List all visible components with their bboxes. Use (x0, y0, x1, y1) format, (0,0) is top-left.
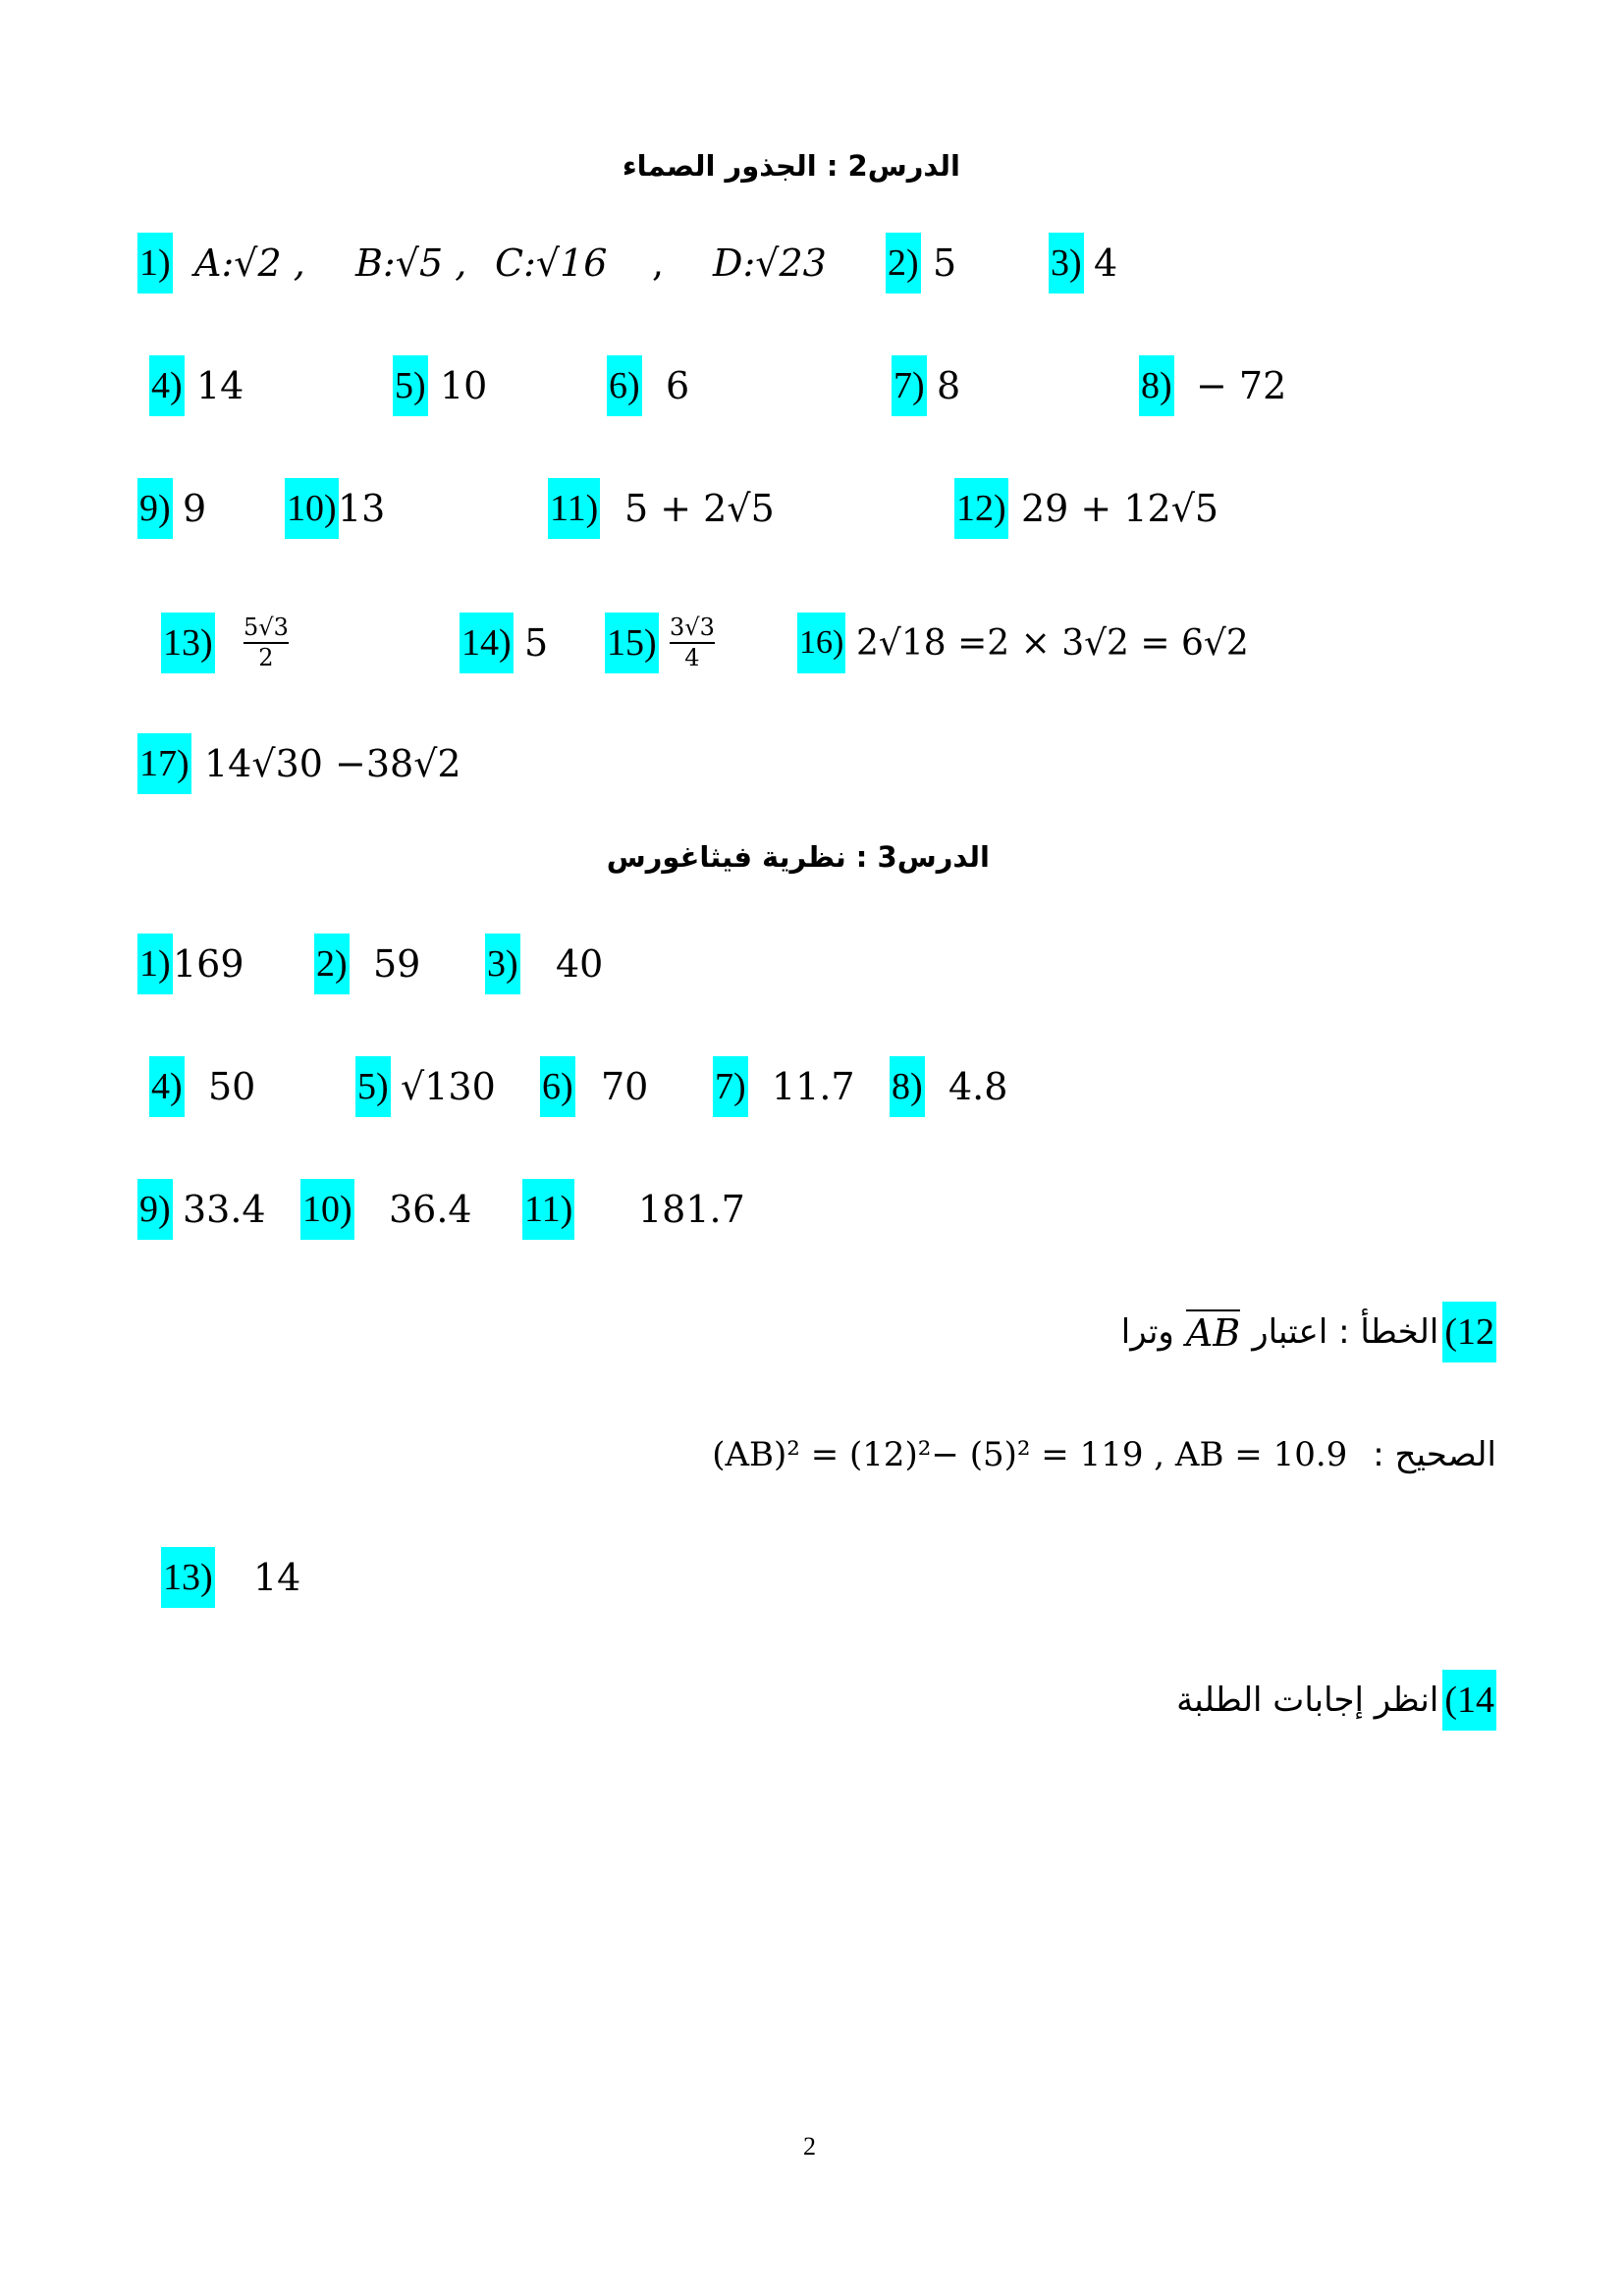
lesson2-row-2 (0, 354, 1624, 417)
fraction-denominator: 2 (258, 644, 274, 671)
fraction (670, 615, 715, 670)
question-number: 7) (892, 355, 927, 416)
lesson3-title: الدرس3 : نظرية فيثاغورس (606, 840, 990, 874)
question-number: 15) (605, 613, 659, 673)
error-tail: وترا (1120, 1312, 1174, 1352)
answer-value: 33.4 (183, 1188, 266, 1231)
question-number: 17) (137, 733, 191, 794)
question-number: 10) (300, 1179, 354, 1240)
question-number: 7) (713, 1056, 748, 1117)
question-number: 12) (1442, 1302, 1496, 1362)
answer-d: D:√23 (713, 241, 827, 285)
question-number: 9) (137, 1179, 173, 1240)
answer-value: 50 (208, 1065, 256, 1108)
question-number: 3) (485, 934, 520, 994)
answer-value: 9 (183, 487, 207, 530)
answer-value: 36.4 (389, 1188, 472, 1231)
answer-value: 5 (933, 241, 957, 285)
lesson3-q14 (1080, 1669, 1496, 1732)
lesson2-row-1 (0, 232, 1624, 294)
answer-a: A:√2 , (194, 241, 305, 285)
lesson3-q12-correct (658, 1423, 1496, 1486)
question-number: 5) (393, 355, 428, 416)
answer-value: 29 + 12√5 (1021, 487, 1219, 530)
question-number: 9) (137, 478, 173, 539)
answer-value: 10 (440, 364, 488, 407)
answer-c: C:√16 (495, 241, 608, 285)
answer-value: 169 (173, 942, 244, 986)
answer-value: 14 (253, 1556, 301, 1599)
answer-value: 4.8 (948, 1065, 1008, 1108)
question-number: 13) (161, 1547, 215, 1608)
separator-comma: , (652, 241, 665, 285)
answer-value: 5 (524, 621, 549, 665)
answer-value: 11.7 (772, 1065, 855, 1108)
answer-b: B:√5 , (355, 241, 467, 285)
question-number: 5) (355, 1056, 391, 1117)
answer-value: √130 (401, 1065, 496, 1108)
question-number: 8) (890, 1056, 925, 1117)
fraction-denominator: 4 (684, 644, 700, 671)
answer-text: انظر إجابات الطلبة (1176, 1681, 1439, 1720)
answer-value: − 72 (1196, 364, 1287, 407)
correct-label: الصحيح : (1373, 1435, 1496, 1474)
answer-value: 13 (338, 487, 386, 530)
answer-value: 40 (556, 942, 604, 986)
answer-value: 8 (937, 364, 961, 407)
question-number: 3) (1049, 233, 1084, 294)
question-number: 14) (460, 613, 514, 673)
question-number: 11) (522, 1179, 574, 1240)
question-number: 2) (314, 934, 350, 994)
fraction-numerator: 5√3 (244, 613, 289, 641)
answer-value: 70 (601, 1065, 649, 1108)
answer-value: 14√30 −38√2 (204, 742, 461, 785)
question-number: 16) (797, 613, 845, 673)
question-number: 4) (149, 1056, 185, 1117)
question-number: 14) (1442, 1670, 1496, 1731)
answer-value: 4 (1094, 241, 1118, 285)
lesson2-row-5 (0, 732, 1624, 795)
fraction-numerator: 3√3 (670, 613, 715, 641)
question-number: 13) (161, 613, 215, 673)
answer-value: 14 (196, 364, 244, 407)
lesson2-title: الدرس2 : الجذور الصماء (622, 149, 960, 183)
lesson3-row-q13 (0, 1546, 1624, 1609)
fraction (244, 615, 289, 670)
answer-value: 5 + 2√5 (624, 487, 775, 530)
question-number: 8) (1139, 355, 1174, 416)
question-number: 6) (540, 1056, 575, 1117)
lesson2-row-3 (0, 477, 1624, 540)
answer-value: 2√18 =2 × 3√2 = 6√2 (856, 622, 1249, 664)
error-label: الخطأ : اعتبار (1252, 1312, 1439, 1352)
correct-equation: (AB)² = (12)²− (5)² = 119 , AB = 10.9 (712, 1435, 1348, 1474)
question-number: 6) (607, 355, 642, 416)
question-number: 1) (137, 233, 173, 294)
answer-value: 181.7 (638, 1188, 745, 1231)
answer-value: 6 (666, 364, 690, 407)
lesson2-row-4 (0, 607, 1624, 679)
segment-ab: AB (1185, 1311, 1241, 1355)
lesson3-q12-error (1080, 1301, 1496, 1363)
question-number: 10) (285, 478, 339, 539)
question-number: 11) (548, 478, 600, 539)
question-number: 4) (149, 355, 185, 416)
page-number: 2 (803, 2132, 816, 2161)
lesson3-row-3 (0, 1178, 1624, 1241)
question-number: 12) (954, 478, 1008, 539)
question-number: 2) (886, 233, 921, 294)
question-number: 1) (137, 934, 173, 994)
answer-value: 59 (373, 942, 421, 986)
lesson3-row-1 (0, 933, 1624, 995)
lesson3-row-2 (0, 1055, 1624, 1118)
